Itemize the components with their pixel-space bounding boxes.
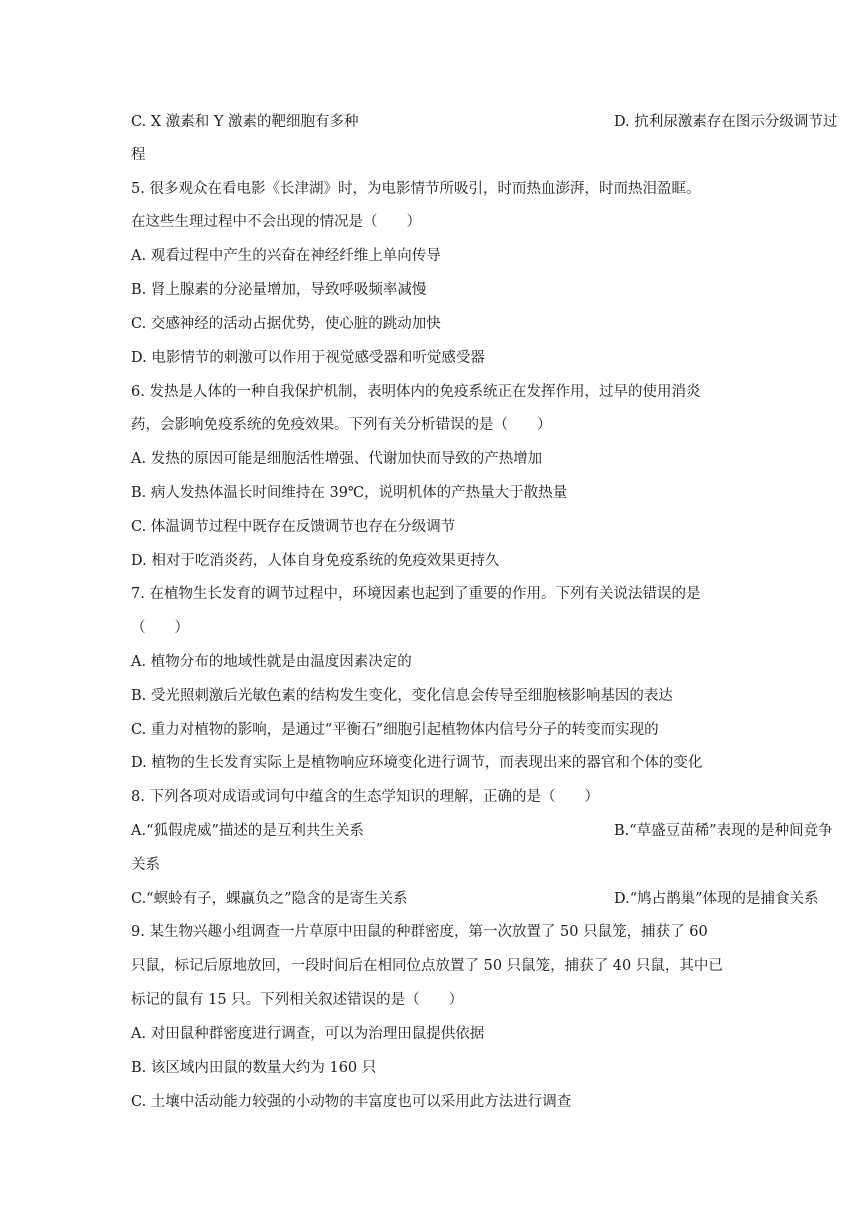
q9-option-a: A. 对田鼠种群密度进行调查，可以为治理田鼠提供依据 bbox=[131, 1026, 485, 1042]
question-9-stem-cont1: 只鼠，标记后原地放回，一段时间后在相同位点放置了 50 只鼠笼，捕获了 40 只鼠，其中已 bbox=[131, 958, 723, 974]
q7-option-d: D. 植物的生长发育实际上是植物响应环境变化进行调节，而表现出来的器官和个体的变化 bbox=[131, 755, 703, 771]
q8-option-c: C.“螟蛉有子，蜾蠃负之”隐含的是寄生关系 bbox=[131, 891, 408, 907]
option-d-q4-continuation: 程 bbox=[131, 147, 146, 163]
q9-option-b: B. 该区域内田鼠的数量大约为 160 只 bbox=[131, 1060, 377, 1076]
question-8-stem: 8. 下列各项对成语或词句中蕴含的生态学知识的理解，正确的是（ ） bbox=[131, 789, 599, 805]
question-6-stem: 6. 发热是人体的一种自我保护机制，表明体内的免疫系统正在发挥作用，过早的使用消炎 bbox=[131, 384, 701, 400]
question-7-stem-cont: （ ） bbox=[131, 620, 189, 636]
q8-options-ab bbox=[131, 821, 833, 841]
question-5-stem: 5. 很多观众在看电影《长津湖》时，为电影情节所吸引，时而热血澎湃，时而热泪盈眶。 bbox=[131, 181, 701, 197]
option-c-q4-text: C. X 激素和 Y 激素的靶细胞有多种 bbox=[131, 114, 359, 130]
question-9-stem: 9. 某生物兴趣小组调查一片草原中田鼠的种群密度，第一次放置了 50 只鼠笼，捕获了 60 bbox=[131, 924, 708, 940]
q6-option-c: C. 体温调节过程中既存在反馈调节也存在分级调节 bbox=[131, 519, 456, 535]
q8-option-a: A.“狐假虎威”描述的是互利共生关系 bbox=[131, 823, 364, 839]
q6-option-a: A. 发热的原因可能是细胞活性增强、代谢加快而导致的产热增加 bbox=[131, 451, 543, 467]
q5-option-a: A. 观看过程中产生的兴奋在神经纤维上单向传导 bbox=[131, 248, 441, 264]
q7-option-a: A. 植物分布的地域性就是由温度因素决定的 bbox=[131, 654, 412, 670]
q6-option-d: D. 相对于吃消炎药，人体自身免疫系统的免疫效果更持久 bbox=[131, 553, 500, 569]
question-5-stem-cont: 在这些生理过程中不会出现的情况是（ ） bbox=[131, 214, 421, 230]
q9-option-c: C. 土壤中活动能力较强的小动物的丰富度也可以采用此方法进行调查 bbox=[131, 1094, 572, 1110]
q5-option-d: D. 电影情节的刺激可以作用于视觉感受器和听觉感受器 bbox=[131, 350, 485, 366]
q8-options-cd bbox=[131, 889, 819, 909]
q8-option-b-continuation: 关系 bbox=[131, 857, 160, 873]
q5-option-c: C. 交感神经的活动占据优势，使心脏的跳动加快 bbox=[131, 316, 441, 332]
question-9-stem-cont2: 标记的鼠有 15 只。下列相关叙述错误的是（ ） bbox=[131, 992, 464, 1008]
option-c-q4 bbox=[131, 112, 838, 132]
q7-option-c: C. 重力对植物的影响，是通过“平衡石”细胞引起植物体内信号分子的转变而实现的 bbox=[131, 722, 659, 738]
option-d-q4: D. 抗利尿激素存在图示分级调节过 bbox=[614, 114, 838, 130]
q6-option-b: B. 病人发热体温长时间维持在 39℃，说明机体的产热量大于散热量 bbox=[131, 485, 568, 501]
question-6-stem-cont: 药，会影响免疫系统的免疫效果。下列有关分析错误的是（ ） bbox=[131, 417, 552, 433]
q8-option-d: D.“鸠占鹊巢”体现的是捕食关系 bbox=[614, 891, 819, 907]
q7-option-b: B. 受光照刺激后光敏色素的结构发生变化，变化信息会传导至细胞核影响基因的表达 bbox=[131, 688, 673, 704]
question-7-stem: 7. 在植物生长发育的调节过程中，环境因素也起到了重要的作用。下列有关说法错误的是 bbox=[131, 586, 701, 602]
q8-option-b: B.“草盛豆苗稀”表现的是种间竞争 bbox=[614, 823, 833, 839]
q5-option-b: B. 肾上腺素的分泌量增加，导致呼吸频率减慢 bbox=[131, 282, 427, 298]
